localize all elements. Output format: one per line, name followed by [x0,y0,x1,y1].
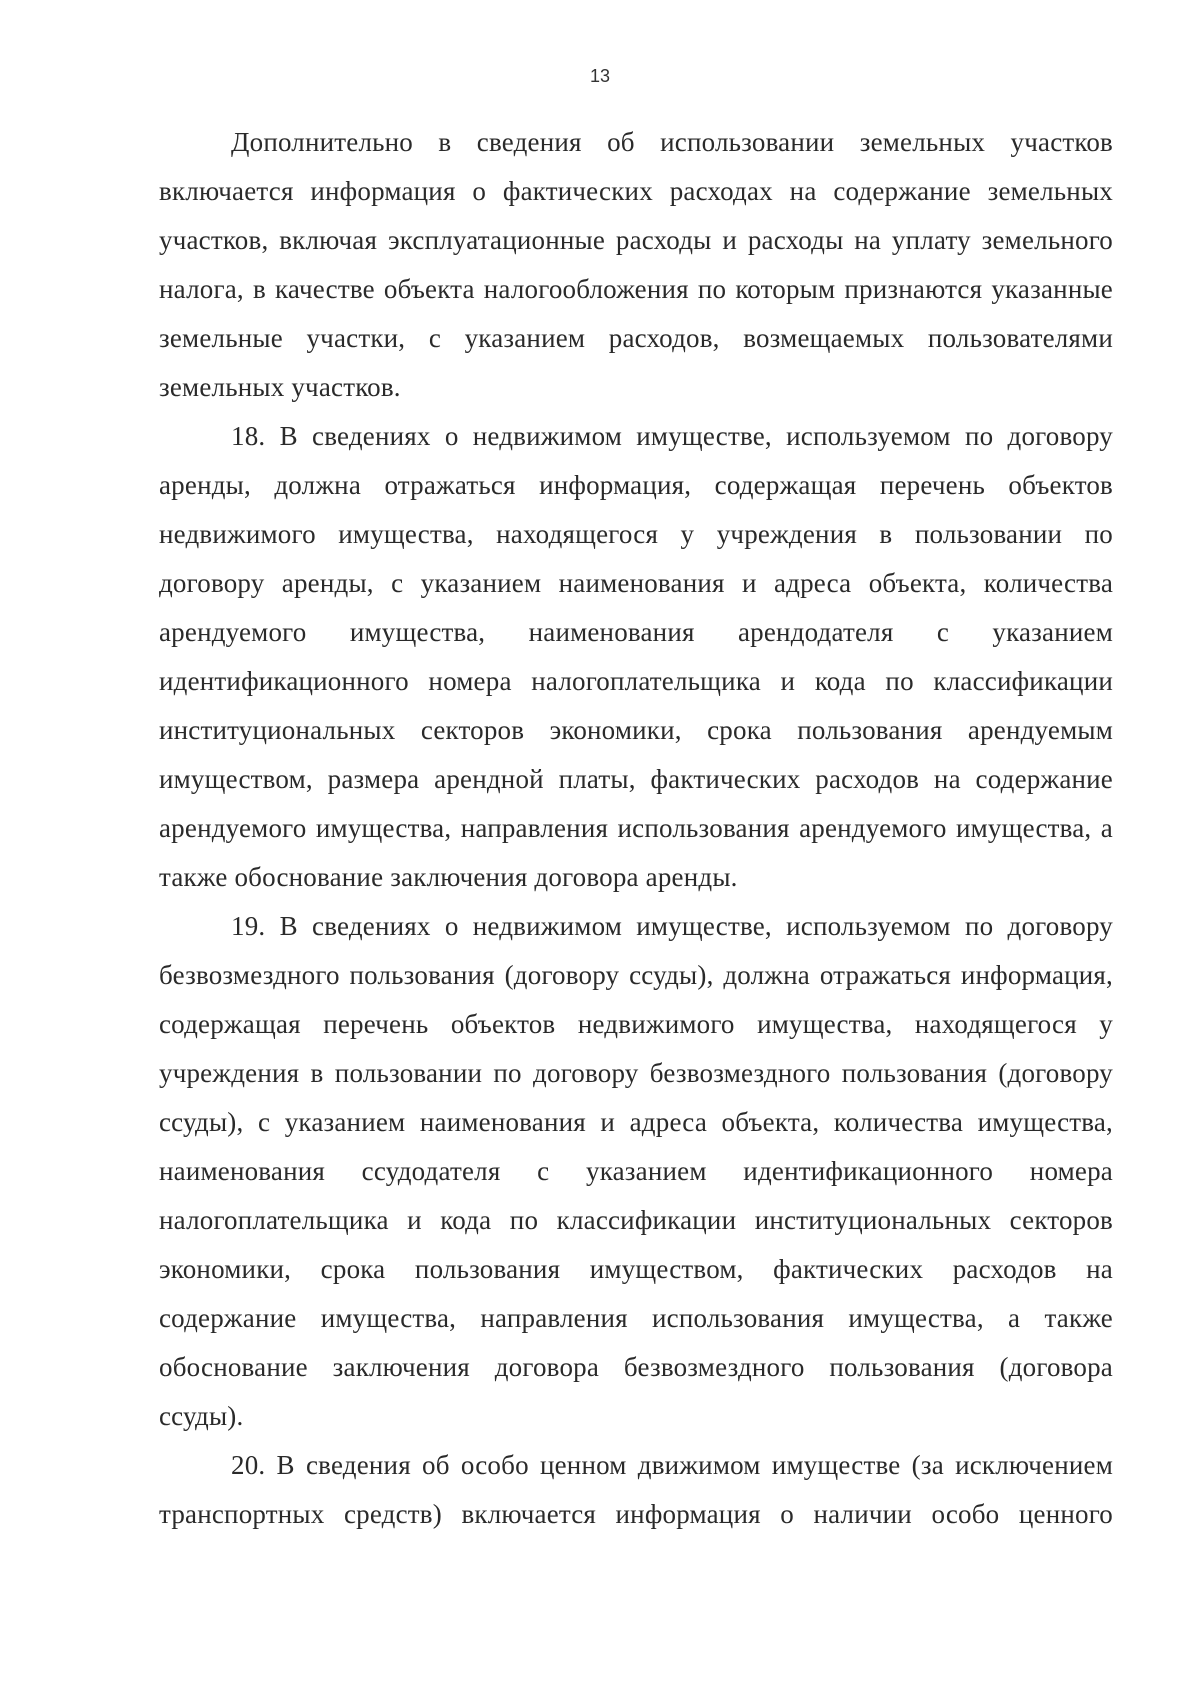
page-number: 13 [589,66,611,86]
document-body [159,118,1113,1539]
paragraph-19-free-use: 19. В сведениях о недвижимом имуществе, используемом по договору безвозмездного пользования (договору ссуды), должна отражаться информация, содержащая перечень объектов недвижимого имущества, находящегося у учреждения в пользовании по договору безвозмездного пользования (договору ссуды), с указанием наименования и адреса объекта, количества имущества, наименования ссудодателя с указанием идентификационного номера налогоплательщика и кода по классификации институциональных секторов экономики, срока пользования имуществом, фактических расходов на содержание имущества, направления использования имущества, а также обоснование заключения договора безвозмездного пользования (договора ссуды). [159,911,1113,1431]
paragraph-18-lease: 18. В сведениях о недвижимом имуществе, используемом по договору аренды, должна отражаться информация, содержащая перечень объектов недвижимого имущества, находящегося у учреждения в пользовании по договору аренды, с указанием наименования и адреса объекта, количества арендуемого имущества, наименования арендодателя с указанием идентификационного номера налогоплательщика и кода по классификации институциональных секторов экономики, срока пользования арендуемым имуществом, размера арендной платы, фактических расходов на содержание арендуемого имущества, направления использования арендуемого имущества, а также обоснование заключения договора аренды. [159,421,1113,892]
paragraph-20-valuable-property: 20. В сведения об особо ценном движимом имуществе (за исключением транспортных средств) включается информация о наличии особо ценного [159,1450,1113,1529]
paragraph-land-expenses: Дополнительно в сведения об использовании земельных участков включается информация о фактических расходах на содержание земельных участков, включая эксплуатационные расходы и расходы на уплату земельного налога, в качестве объекта налогообложения по которым признаются указанные земельные участки, с указанием расходов, возмещаемых пользователями земельных участков. [159,127,1113,402]
